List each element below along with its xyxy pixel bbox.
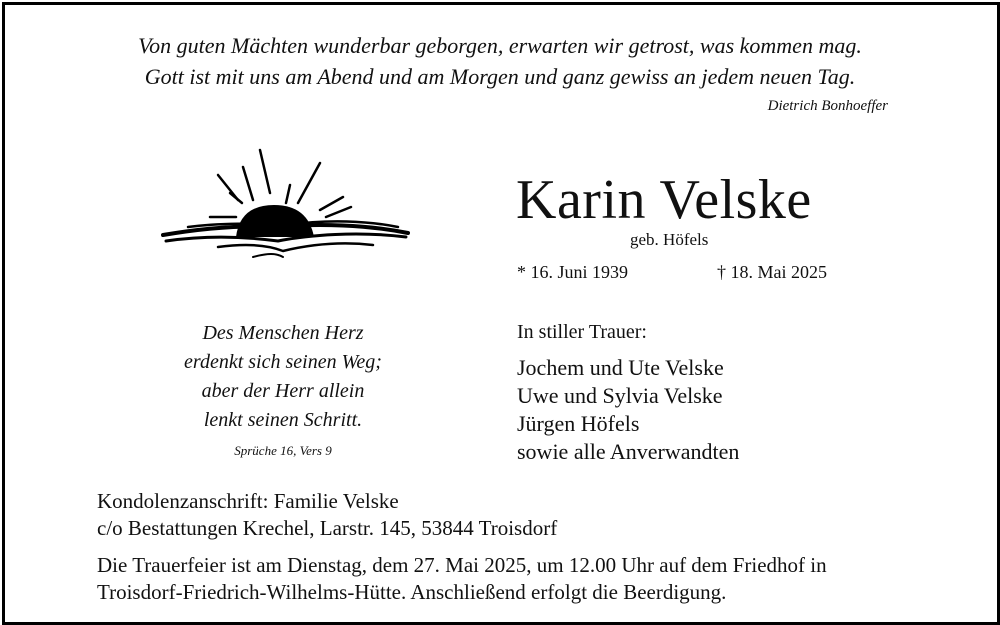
maiden-name: geb. Höfels	[630, 230, 709, 249]
mourner-name: Uwe und Sylvia Velske	[517, 383, 723, 408]
ceremony-info-line-2: Troisdorf-Friedrich-Wilhelms-Hütte. Anschließend erfolgt die Beerdigung.	[97, 580, 727, 604]
mourner-name: sowie alle Anverwandten	[517, 439, 740, 464]
ceremony-info-line-1: Die Trauerfeier ist am Dienstag, dem 27. Mai 2025, um 12.00 Uhr auf dem Friedhof in	[97, 553, 827, 577]
deceased-name: Karin Velske	[516, 169, 812, 231]
condolence-address-line-1: Kondolenzanschrift: Familie Velske	[97, 489, 399, 513]
verse-source: Sprüche 16, Vers 9	[234, 443, 332, 458]
mourner-name: Jürgen Höfels	[517, 411, 640, 436]
verse-line-2: erdenkt sich seinen Weg;	[184, 351, 382, 373]
death-date: † 18. Mai 2025	[717, 262, 827, 282]
quote-line-2: Gott ist mit uns am Abend und am Morgen und ganz gewiss an jedem neuen Tag.	[144, 64, 856, 89]
verse-line-3: aber der Herr allein	[201, 380, 365, 402]
birth-date: * 16. Juni 1939	[517, 262, 629, 282]
verse-line-1: Des Menschen Herz	[202, 322, 364, 344]
mourner-name: Jochem und Ute Velske	[517, 355, 724, 380]
sunrise-icon	[158, 145, 416, 275]
condolence-address-line-2: c/o Bestattungen Krechel, Larstr. 145, 53844 Troisdorf	[97, 516, 558, 540]
mourning-label: In stiller Trauer:	[517, 321, 647, 343]
verse-line-4: lenkt seinen Schritt.	[203, 409, 363, 431]
quote-author: Dietrich Bonhoeffer	[767, 98, 888, 114]
quote-line-1: Von guten Mächten wunderbar geborgen, erwarten wir getrost, was kommen mag.	[138, 33, 862, 58]
